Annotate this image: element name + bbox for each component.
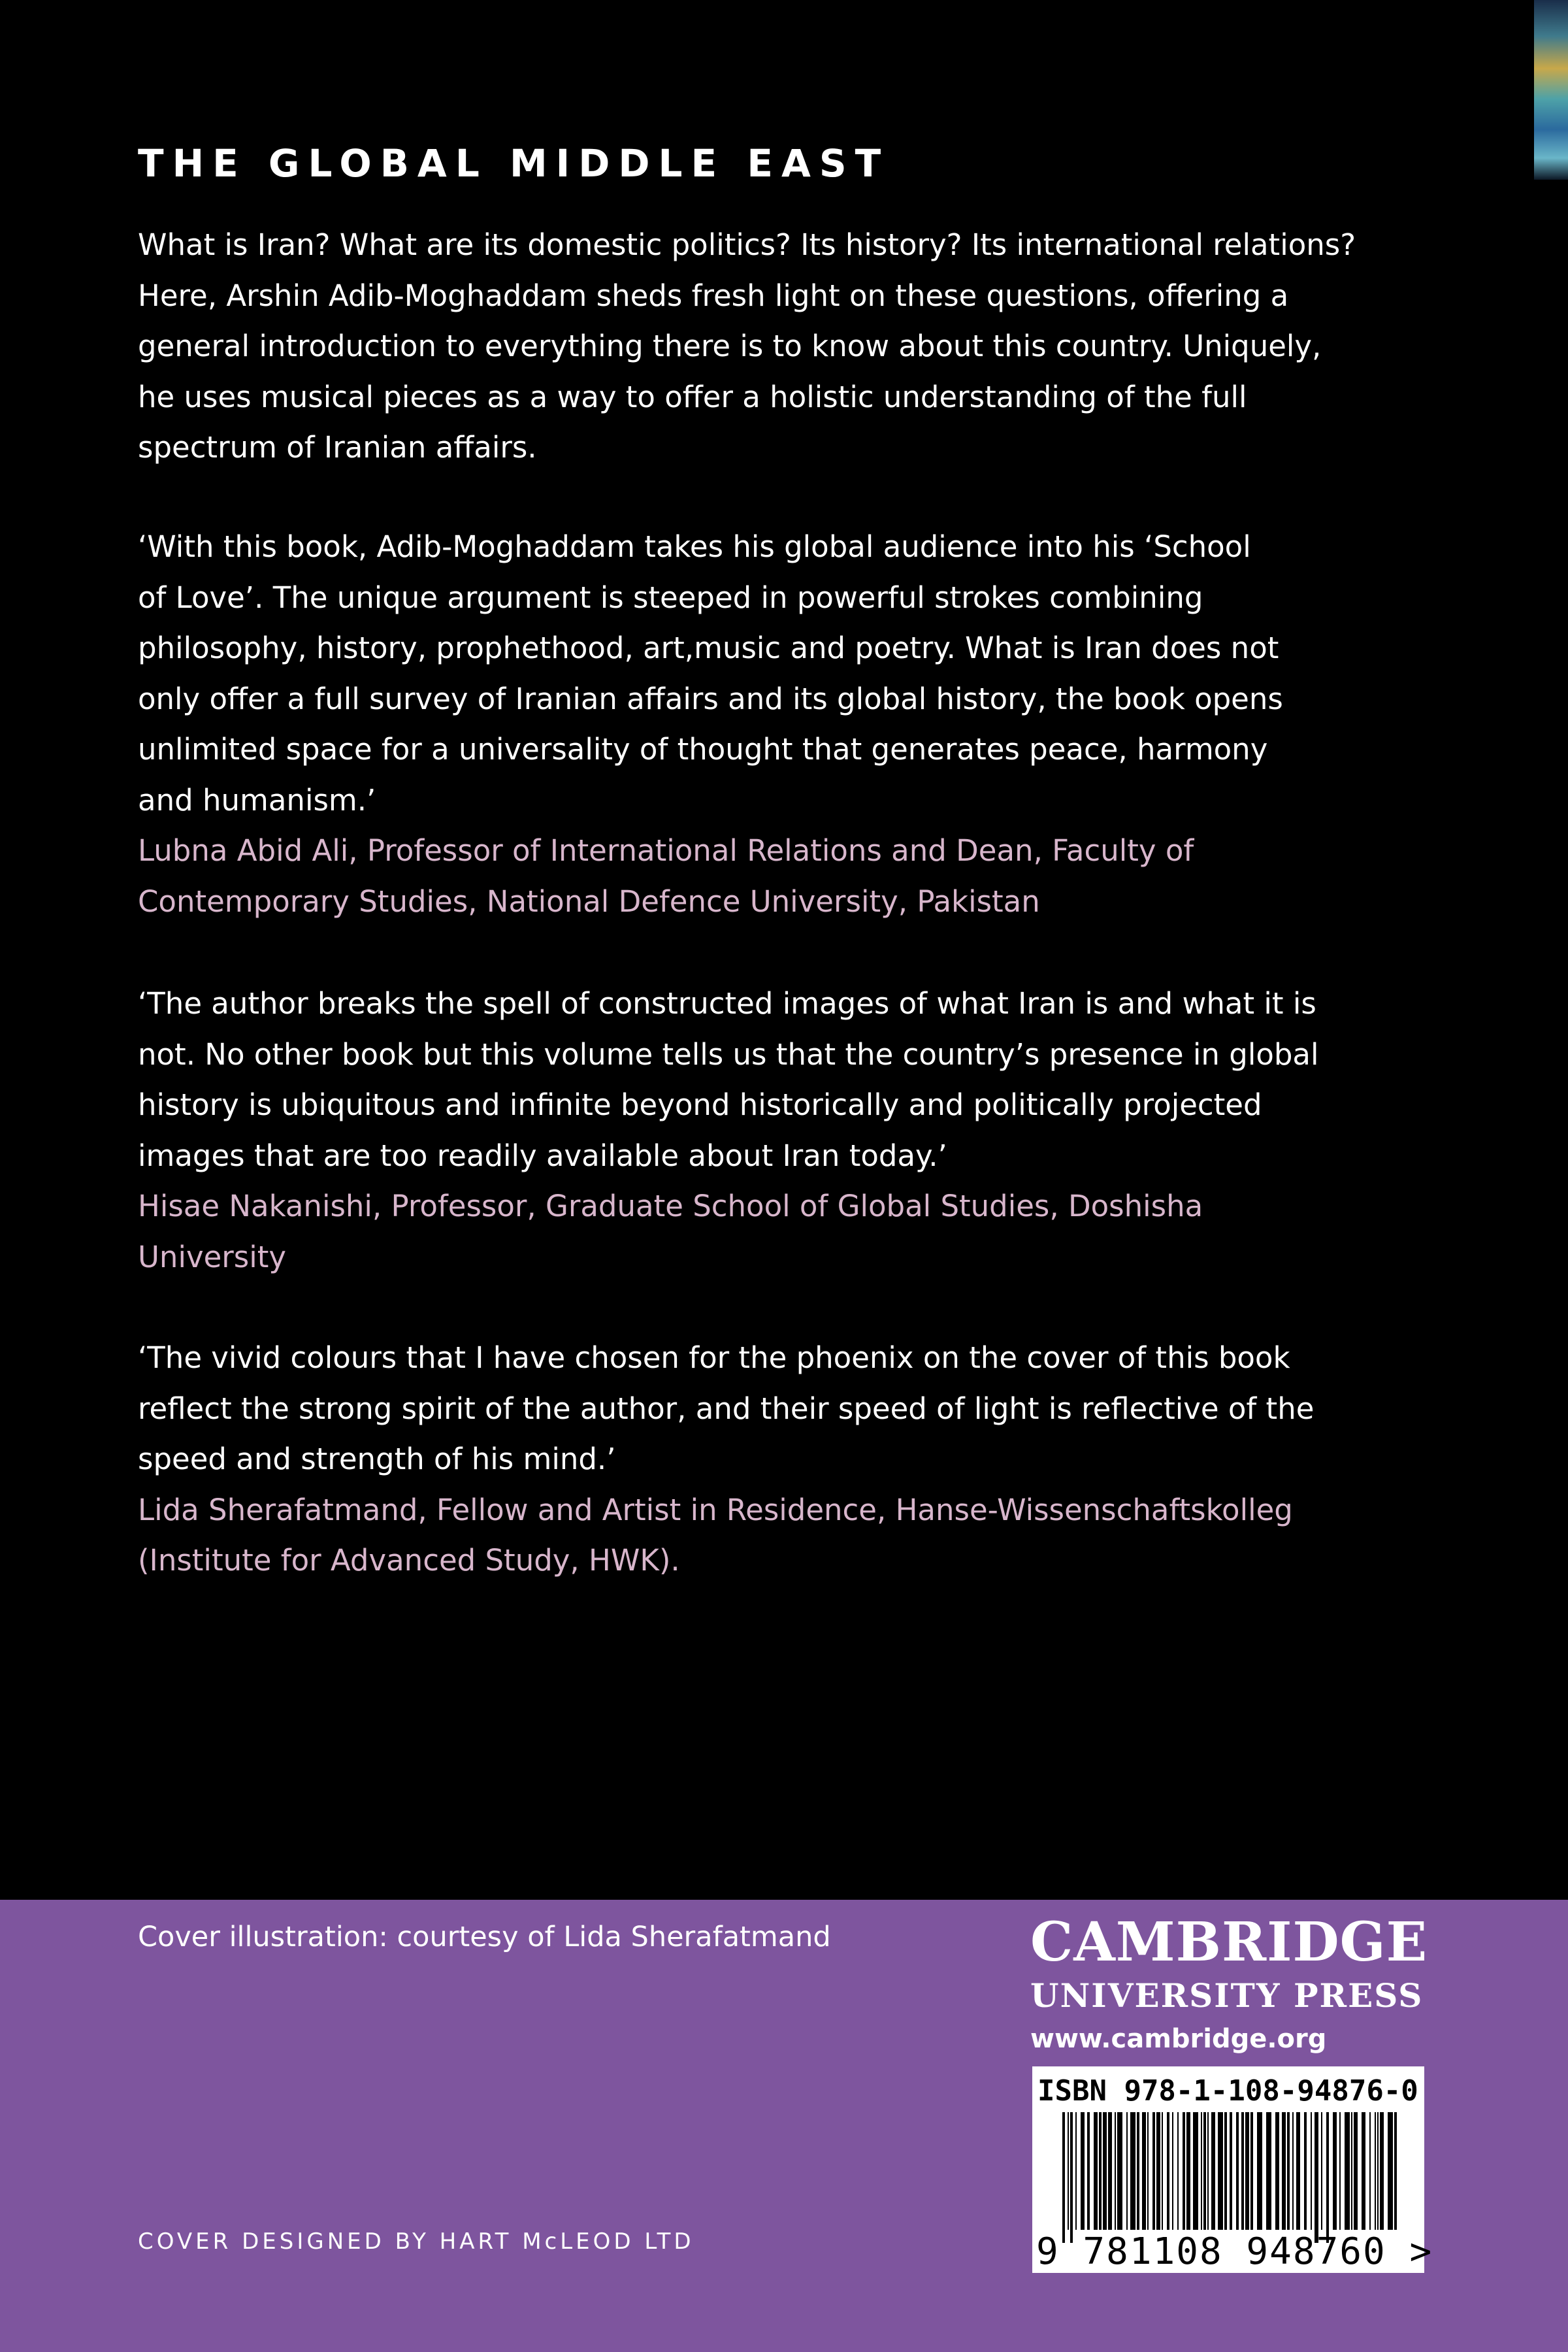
series-title: THE GLOBAL MIDDLE EAST [138,141,890,186]
barcode-bar [1186,2112,1190,2230]
barcode-bar [1241,2112,1244,2230]
barcode-bar [1326,2112,1329,2243]
barcode-bar [1292,2112,1294,2230]
quote-attribution: Lida Sherafatmand, Fellow and Artist in Residence, Hanse-Wissenschaftskolleg [138,1492,1293,1527]
barcode-bar [1103,2112,1107,2230]
barcode-bar [1172,2112,1173,2230]
barcode-bar [1377,2112,1379,2230]
barcode-bar [1183,2112,1185,2230]
barcode-bar [1245,2112,1249,2230]
barcode-bar [1375,2112,1376,2230]
barcode-bar [1115,2112,1116,2230]
barcode-bar [1130,2112,1135,2230]
barcode-bar [1236,2112,1239,2230]
quote-line: reflect the strong spirit of the author, and their speed of light is reflective of the [138,1391,1315,1426]
publisher-url: www.cambridge.org [1030,2024,1327,2054]
blurb-line: he uses musical pieces as a way to offer a holistic understanding of the full [138,379,1247,414]
barcode-bar [1094,2112,1098,2230]
barcode-bar [1296,2112,1300,2230]
quote-line: images that are too readily available about Iran today.’ [138,1138,947,1173]
quote-line: ‘The author breaks the spell of constructed images of what Iran is and what it is [138,986,1316,1021]
endorsement-quote [138,1333,1445,1586]
quote-attribution: Contemporary Studies, National Defence University, Pakistan [138,884,1040,919]
barcode-bar [1193,2112,1198,2230]
barcode-bar [1142,2112,1146,2230]
blurb-line: What is Iran? What are its domestic politics? Its history? Its international relations? [138,227,1356,262]
barcode-bar [1207,2112,1209,2230]
barcode-bar [1362,2112,1365,2230]
barcode-digits: 9 781108 948760 > [1036,2230,1433,2273]
publisher-subtitle: UNIVERSITY PRESS [1030,1976,1424,2015]
barcode-bar [1177,2112,1179,2230]
barcode-bar [1218,2112,1223,2230]
barcode-bar [1339,2112,1341,2230]
barcode-bar [1087,2112,1090,2230]
quote-line: only offer a full survey of Iranian affairs and its global history, the book opens [138,681,1283,716]
barcode-bar [1201,2112,1202,2230]
barcode-bar [1070,2112,1073,2243]
blurb-line: Here, Arshin Adib-Moghaddam sheds fresh light on these questions, offering a [138,278,1289,313]
barcode-bar [1152,2112,1155,2230]
barcode-bar [1282,2112,1286,2230]
barcode-bar [1081,2112,1085,2230]
barcode-bar [1211,2112,1215,2230]
barcode-bar [1275,2112,1279,2230]
barcode-bar [1394,2112,1397,2230]
barcode-bar [1304,2112,1307,2230]
barcode-bar [1147,2112,1149,2230]
barcode-bar [1315,2112,1318,2243]
endorsement-quote [138,522,1445,927]
barcode-bar [1224,2112,1227,2230]
isbn-label: ISBN 978-1-108-94876-0 [1037,2074,1418,2108]
barcode-bar [1311,2112,1312,2230]
cover-illustration-credit: Cover illustration: courtesy of Lida Sherafatmand [138,1921,831,1953]
barcode-bar [1388,2112,1393,2230]
blurb-line: spectrum of Iranian affairs. [138,430,537,465]
barcode-bar [1321,2112,1322,2230]
barcode-bar [1075,2112,1077,2230]
publisher-name: CAMBRIDGE [1030,1911,1428,1974]
quote-line: ‘With this book, Adib-Moghaddam takes his global audience into his ‘School [138,529,1251,564]
barcode-bar [1250,2112,1253,2230]
barcode-bar [1203,2112,1206,2230]
barcode-bar [1266,2112,1271,2230]
barcode-bar [1108,2112,1112,2230]
quote-line: of Love’. The unique argument is steeped in powerful strokes combining [138,580,1203,615]
barcode-bar [1257,2112,1262,2230]
barcode-bar [1099,2112,1102,2230]
barcode-bar [1162,2112,1163,2230]
barcode-bar [1156,2112,1160,2230]
quote-line: ‘The vivid colours that I have chosen for the phoenix on the cover of this book [138,1340,1290,1375]
quote-line: speed and strength of his mind.’ [138,1442,616,1476]
barcode-bar [1354,2112,1358,2230]
barcode-bar [1117,2112,1122,2230]
barcode-bar [1230,2112,1232,2230]
quote-attribution: Hisae Nakanishi, Professor, Graduate School of Global Studies, Doshisha [138,1189,1203,1223]
book-description [138,220,1445,473]
barcode-bar [1068,2112,1069,2230]
cover-designer-credit: COVER DESIGNED BY HART McLEOD LTD [138,2228,694,2255]
quote-line: history is ubiquitous and infinite beyond historically and politically projected [138,1087,1262,1122]
quote-attribution: Lubna Abid Ali, Professor of International Relations and Dean, Faculty of [138,833,1194,868]
quote-line: unlimited space for a universality of thought that generates peace, harmony [138,732,1268,767]
quote-line [138,623,1445,674]
barcode-bar [1345,2112,1350,2230]
quote-attribution: University [138,1239,286,1274]
quote-line: and humanism.’ [138,782,376,818]
barcode [1032,2066,1433,2273]
barcode-bar [1380,2112,1384,2230]
quote-line-part: philosophy, history, prophethood, art,music and poetry. What is Iran does not [138,631,1279,665]
barcode-bar [1351,2112,1352,2230]
cover-art-fragment [1534,0,1568,180]
barcode-bar [1126,2112,1128,2230]
barcode-bar [1333,2112,1337,2230]
barcode-bar [1287,2112,1290,2230]
quote-attribution: (Institute for Advanced Study, HWK). [138,1543,680,1578]
barcode-bar [1062,2112,1065,2243]
barcode-bar [1369,2112,1371,2230]
barcode-bar [1137,2112,1139,2230]
barcode-bar [1167,2112,1169,2230]
blurb-line: general introduction to everything there is to know about this country. Uniquely, [138,329,1322,363]
publisher-logo [1030,1910,1429,2059]
endorsement-quote [138,978,1445,1282]
quote-line: not. No other book but this volume tells us that the country’s presence in global [138,1036,1319,1072]
